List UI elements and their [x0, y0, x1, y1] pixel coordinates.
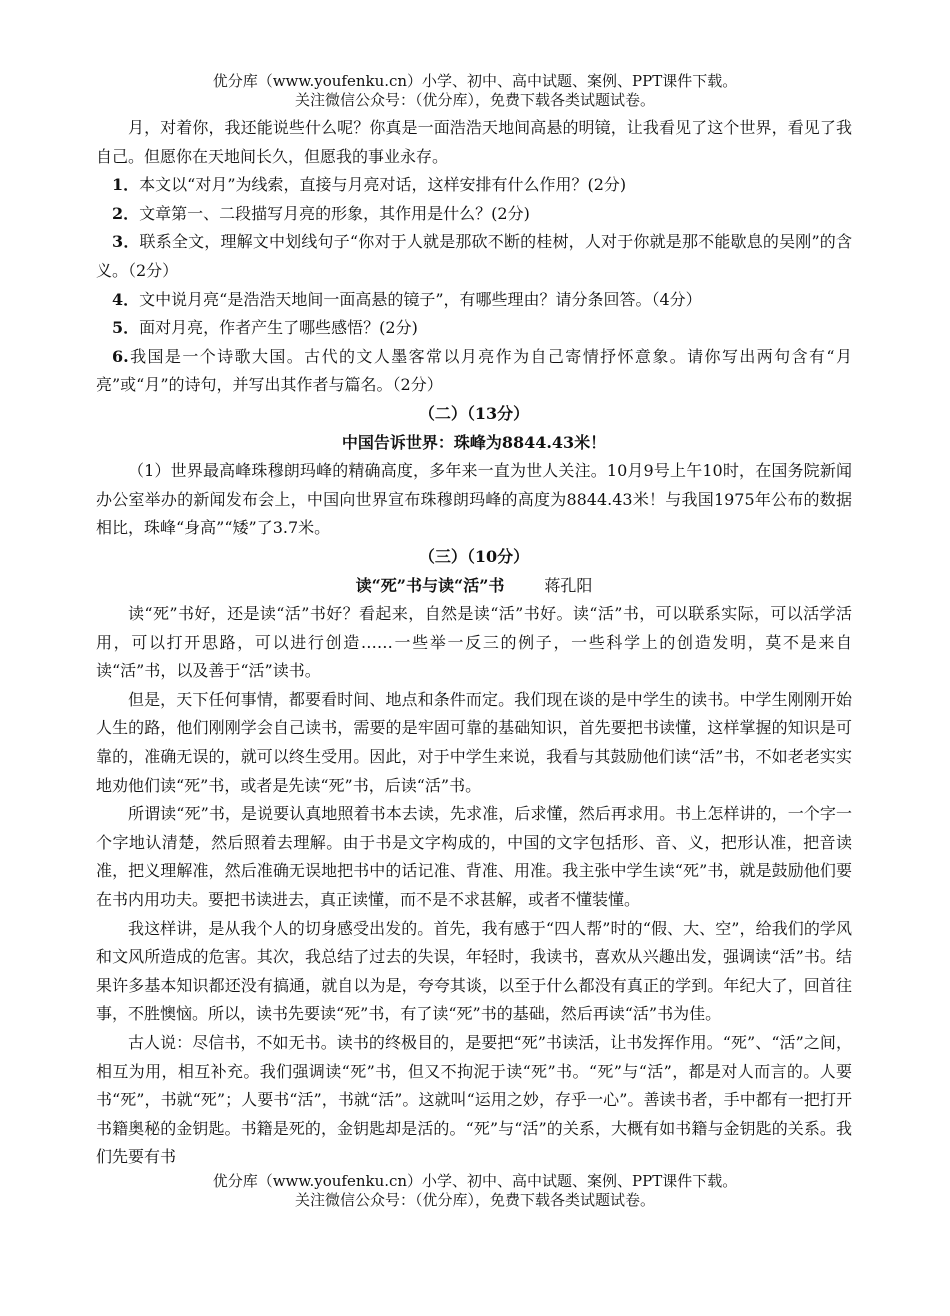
article-title: 读“死”书与读“活”书: [355, 575, 505, 595]
question-text: 本文以“对月”为线索，直接与月亮对话，这样安排有什么作用？(2分): [139, 175, 627, 195]
question-number: 6.: [112, 346, 129, 366]
question-number: 1．: [112, 175, 140, 195]
header-line-2: 关注微信公众号：（优分库），免费下载各类试题试卷。: [294, 91, 655, 109]
question-text: 面对月亮，作者产生了哪些感悟？(2分): [139, 318, 418, 338]
question-number: 4．: [112, 289, 140, 309]
article-paragraph-5: 古人说：尽信书，不如无书。读书的终极目的，是要把“死”书读活，让书发挥作用。“死”、“活”之间，相互为用，相互补充。我们强调读“死”书，但又不拘泥于读“死”书。“死”与“活”，都是对人而言的。人要书“死”，书就“死”；人要书“活”，书就“活”。这就叫“运用之妙，存乎一心”。善读书者，手中都有一把打开书籍奥秘的金钥匙。书籍是死的，金钥匙却是活的。“死”与“活”的关系，大概有如书籍与金钥匙的关系。我们先要有书: [96, 1033, 852, 1167]
article-paragraph-1: 读“死”书好，还是读“活”书好？看起来，自然是读“活”书好。读“活”书，可以联系实际，可以活学活用，可以打开思路，可以进行创造……一些举一反三的例子，一些科学上的创造发明，莫不是来自读“活”书，以及善于“活”读书。: [96, 604, 852, 681]
footer-line-2: 关注微信公众号：（优分库），免费下载各类试题试卷。: [294, 1191, 655, 1209]
document-body: [96, 114, 852, 1172]
question-5: [96, 314, 852, 343]
question-text: 文中说月亮“是浩浩天地间一面高悬的镜子”，有哪些理由？请分条回答。（4分）: [139, 289, 702, 309]
opening-paragraph: 月，对着你，我还能说些什么呢？你真是一面浩浩天地间高悬的明镜，让我看见了这个世界，看见了我自己。但愿你在天地间长久，但愿我的事业永存。: [96, 118, 852, 166]
article-author: 蒋孔阳: [544, 575, 593, 595]
section-2-paragraph: （1）世界最高峰珠穆朗玛峰的精确高度，多年来一直为世人关注。10月9号上午10时，在国务院新闻办公室举办的新闻发布会上，中国向世界宣布珠穆朗玛峰的高度为8844.43米！与我国1975年公布的数据相比，珠峰“身高”“矮”了3.7米。: [96, 461, 852, 538]
section-2-heading: （二）（13分）: [418, 403, 530, 423]
question-3: [96, 228, 852, 285]
article-paragraph-3: 所谓读“死”书，是说要认真地照着书本去读，先求准，后求懂，然后再求用。书上怎样讲的，一个字一个字地认清楚，然后照着去理解。由于书是文字构成的，中国的文字包括形、音、义，把形认准，把音读准，把义理解准，然后准确无误地把书中的话记准、背准、用准。我主张中学生读“死”书，就是鼓励他们要在书内用功夫。要把书读进去，真正读懂，而不是不求甚解，或者不懂装懂。: [96, 804, 852, 910]
question-text: 我国是一个诗歌大国。古代的文人墨客常以月亮作为自己寄情抒怀意象。请你写出两句含有“月亮”或“月”的诗句，并写出其作者与篇名。（2分）: [96, 346, 852, 395]
page-header: [0, 72, 950, 110]
article-paragraph-2: 但是，天下任何事情，都要看时间、地点和条件而定。我们现在谈的是中学生的读书。中学生刚刚开始人生的路，他们刚刚学会自己读书，需要的是牢固可靠的基础知识，首先要把书读懂，这样掌握的知识是可靠的，准确无误的，就可以终生受用。因此，对于中学生来说，我看与其鼓励他们读“活”书，不如老老实实地劝他们读“死”书，或者是先读“死”书，后读“活”书。: [96, 689, 852, 795]
section-3-title-line: [96, 572, 852, 601]
question-number: 5．: [112, 318, 140, 338]
page-footer: [0, 1172, 950, 1210]
question-text: 联系全文，理解文中划线句子“你对于人就是那砍不断的桂树，人对于你就是那不能歇息的吴刚”的含义。（2分）: [96, 232, 852, 280]
question-number: 2．: [112, 203, 140, 223]
footer-line-1: 优分库（www.youfenku.cn）小学、初中、高中试题、案例、PPT课件下载。: [212, 1172, 738, 1190]
question-4: [96, 286, 852, 315]
question-text: 文章第一、二段描写月亮的形象，其作用是什么？(2分): [139, 203, 530, 223]
question-2: [96, 200, 852, 229]
header-line-1: 优分库（www.youfenku.cn）小学、初中、高中试题、案例、PPT课件下载。: [212, 72, 738, 90]
question-1: [96, 171, 852, 200]
section-2-title: 中国告诉世界：珠峰为8844.43米！: [341, 432, 607, 452]
question-6: [96, 343, 852, 400]
article-paragraph-4: 我这样讲，是从我个人的切身感受出发的。首先，我有感于“四人帮”时的“假、大、空”，给我们的学风和文风所造成的危害。其次，我总结了过去的失误，年轻时，我读书，喜欢从兴趣出发，强调读“活”书。结果许多基本知识都还没有搞通，就自以为是，夸夸其谈，以至于什么都没有真正的学到。年纪大了，回首往事，不胜懊恼。所以，读书先要读“死”书，有了读“死”书的基础，然后再读“活”书为佳。: [96, 918, 852, 1024]
question-number: 3．: [112, 232, 140, 252]
section-3-heading: （三）（10分）: [418, 546, 530, 566]
